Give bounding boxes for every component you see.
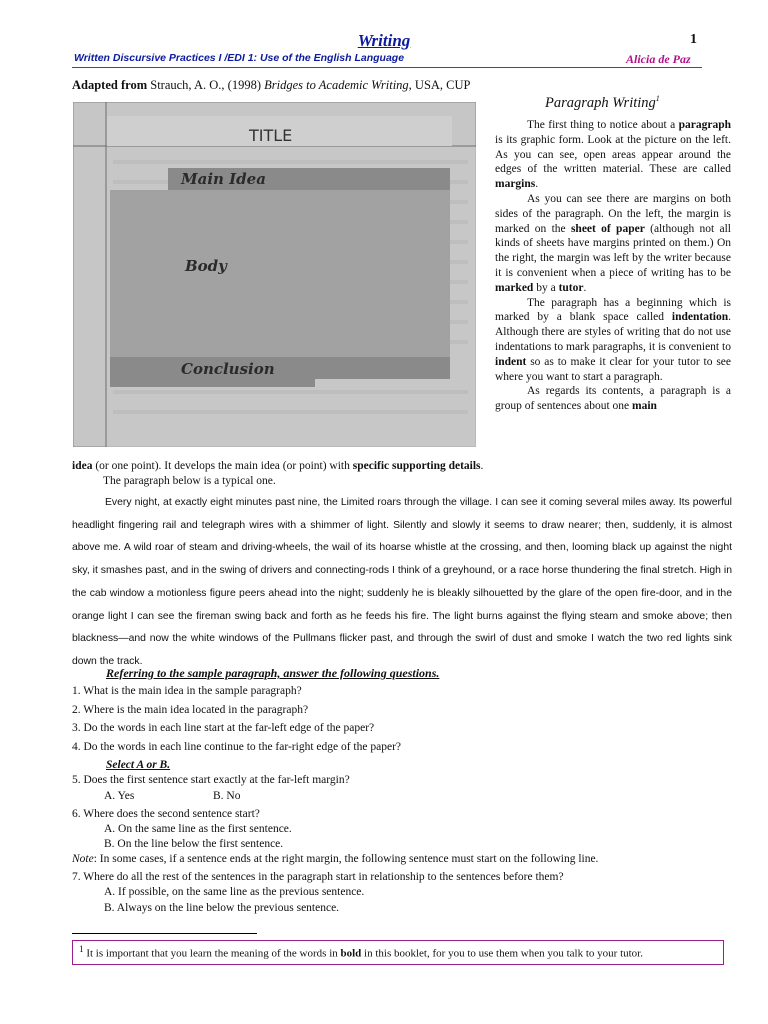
question-6-option-b: B. On the line below the first sentence.	[104, 838, 284, 850]
figure-title-label: TITLE	[249, 126, 293, 145]
text-run: .	[535, 178, 539, 191]
footnote-reference: 1	[655, 94, 660, 103]
figure-conclusion-label: Conclusion	[181, 360, 275, 378]
note-line	[72, 852, 598, 867]
text-run: .	[583, 281, 587, 294]
text-run: It is important that you learn the meaning of the words in	[83, 947, 341, 960]
question-3: 3. Do the words in each line start at the far-left edge of the paper?	[72, 722, 375, 734]
author-name: Alicia de Paz	[626, 52, 691, 66]
question-7-option-a: A. If possible, on the same line as the previous sentence.	[104, 886, 365, 898]
footnote-mark: 1	[79, 944, 84, 954]
bold-term-paragraph: paragraph	[678, 119, 731, 131]
question-6-option-a: A. On the same line as the first sentence.	[104, 823, 292, 835]
bold-term-indentation: indentation	[671, 311, 729, 324]
text-run: by a	[533, 281, 559, 294]
question-7: 7. Where do all the rest of the sentences in the paragraph start in relationship to the sentences before them?	[72, 871, 564, 883]
paragraph-structure-figure	[73, 102, 476, 447]
note-label: Note	[72, 853, 94, 865]
text-run: is its graphic form. Look at the picture on the left. As you can see, open areas appear around the edges of the written material. These are called	[495, 133, 731, 176]
source-prefix: Adapted from	[72, 78, 148, 92]
section-title	[545, 94, 660, 112]
text-run: The first thing to notice about a	[527, 119, 679, 131]
bold-term-sheet-of-paper: sheet of paper	[570, 222, 645, 235]
text-run: .	[480, 460, 484, 472]
paragraph-intro	[495, 118, 731, 192]
questions-heading: Referring to the sample paragraph, answer the following questions.	[106, 666, 440, 680]
bold-term-bold: bold	[340, 947, 362, 960]
paragraph-margins	[495, 192, 731, 296]
figure-body-label: Body	[185, 257, 227, 275]
note-text: : In some cases, if a sentence ends at the right margin, the following sentence must start on the following line.	[93, 853, 599, 865]
figure-main-idea-label: Main Idea	[181, 170, 266, 188]
question-7-option-b: B. Always on the line below the previous sentence.	[104, 902, 340, 914]
bold-term-idea: idea	[72, 460, 93, 472]
source-author: Strauch, A. O., (1998)	[147, 78, 265, 92]
right-column-text	[495, 118, 731, 414]
document-title: Writing	[357, 31, 411, 50]
header-divider	[72, 67, 702, 68]
text-run: (although not all kinds of sheets have margins printed on them.) On the right, the margin was left by the writer because it is convenient when a piece of writing has to be	[495, 222, 731, 279]
paragraph-indentation	[495, 296, 731, 385]
page-number: 1	[690, 32, 697, 47]
course-subtitle: Written Discursive Practices I /EDI 1: Use of the English Language	[74, 52, 405, 64]
text-run: The paragraph has a beginning which is marked by a blank space called	[495, 296, 731, 324]
bold-term-indent: indent	[495, 355, 527, 368]
question-2: 2. Where is the main idea located in the paragraph?	[72, 704, 309, 716]
text-run: so as to make it clear for your tutor to see where you want to start a paragraph.	[495, 355, 731, 383]
section-title-text: Paragraph Writing	[545, 94, 656, 111]
text-run: (or one point). It develops the main idea (or point) with	[92, 460, 353, 472]
paragraph-contents	[495, 384, 731, 414]
footnote-box	[72, 940, 724, 965]
bold-term-main: main	[632, 400, 657, 413]
bold-term-margins: margins	[495, 178, 536, 191]
select-instruction: Select A or B.	[106, 759, 171, 771]
bold-term-marked: marked	[495, 281, 534, 294]
text-run: As you can see there are margins on both sides of the paragraph. On the left, the margin is marked on the	[495, 192, 731, 235]
text-run: As regards its contents, a paragraph is a group of sentences about one	[495, 385, 731, 413]
text-run: in this booklet, for you to use them when you talk to your tutor.	[361, 947, 643, 960]
question-6: 6. Where does the second sentence start?	[72, 808, 260, 820]
question-5-option-b: B. No	[213, 790, 241, 802]
question-5-option-a: A. Yes	[104, 790, 135, 802]
source-book-title: Bridges to Academic Writing	[264, 78, 409, 92]
sample-paragraph: Every night, at exactly eight minutes past nine, the Limited roars through the village. I can see it coming several miles away. Its powerful headlight fingering rail and telegraph wires with a shimmer of light. Silently and slowly it seems to draw nearer; then, suddenly, it is almost above me. A wild roar of steam and driving-wheels, the wail of its hoarse whistle at the crossing, and then, looming black up against the night sky, it smashes past, and in the swing of drivers and connecting-rods I think of a greyhound, or a race horse thundering the final stretch. High in the cab window a motionless figure peers ahead into the night; suddenly he is bleakly silhouetted by the glare of the open fire-door, and in the orange light I can see the fireman swing back and forth as he feeds his fire. The light burns against the flying steam and smoke above; then blackness—and now the white windows of the Pullmans flicker past, and through the swirl of dust and smoke I watch the two red lights sink down the track.	[72, 497, 732, 667]
footnote-divider	[72, 933, 257, 934]
question-5: 5. Does the first sentence start exactly at the far-left margin?	[72, 774, 350, 786]
source-suffix: , USA, CUP	[408, 78, 471, 92]
typical-paragraph-intro: The paragraph below is a typical one.	[103, 475, 276, 487]
source-citation	[72, 78, 471, 93]
question-1: 1. What is the main idea in the sample paragraph?	[72, 685, 302, 697]
paragraph-diagram	[73, 102, 476, 447]
text-run: . Although there are styles of writing that do not use indentations to mark paragraphs, it is convenient to	[495, 311, 731, 353]
contents-continuation	[72, 459, 732, 474]
bold-term-supporting-details: specific supporting details	[352, 460, 481, 472]
bold-term-tutor: tutor	[558, 281, 584, 294]
question-4: 4. Do the words in each line continue to the far-right edge of the paper?	[72, 741, 401, 753]
